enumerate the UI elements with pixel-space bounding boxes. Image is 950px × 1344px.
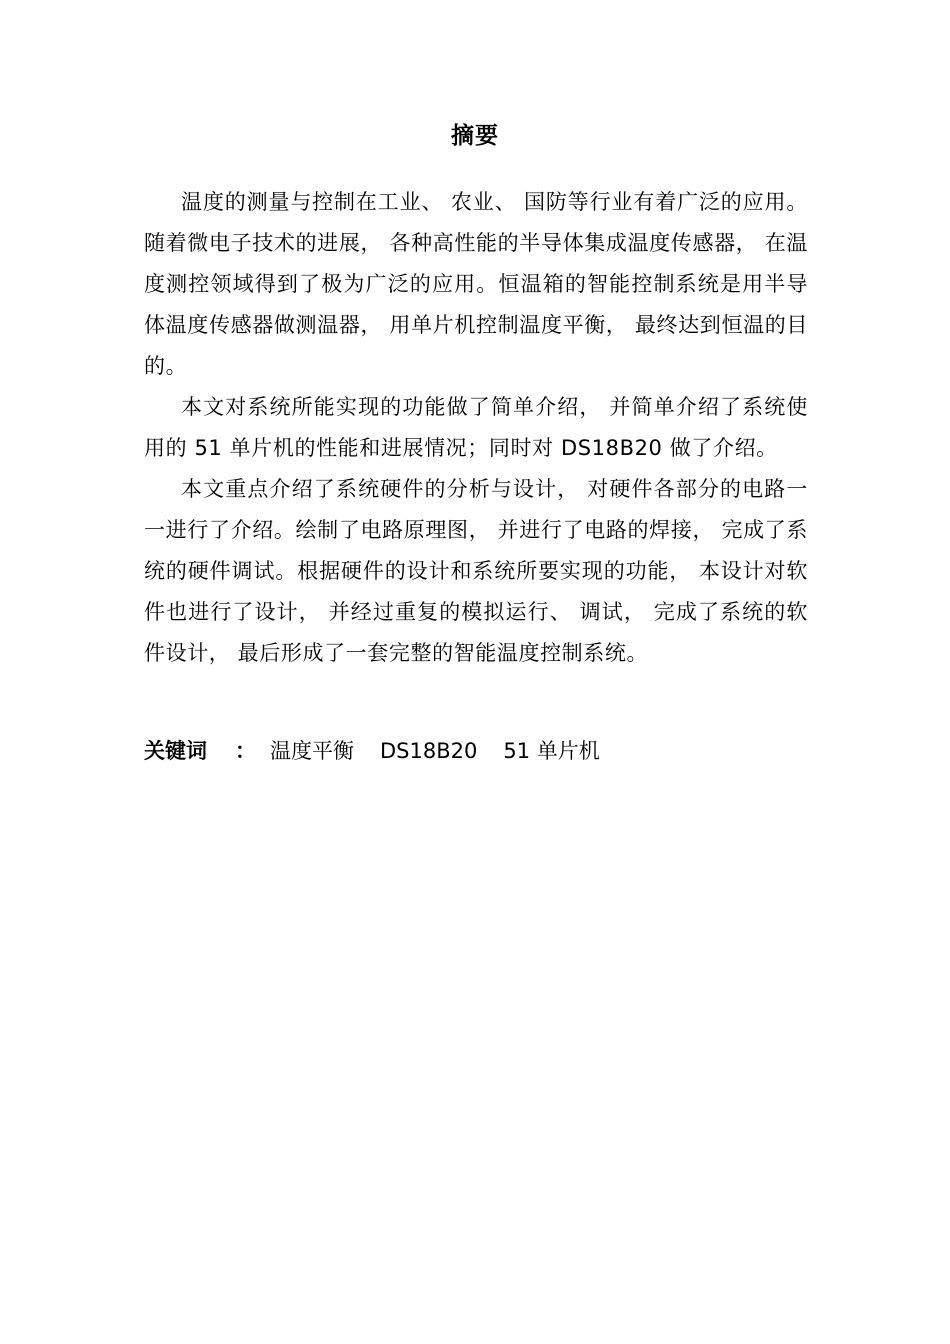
keyword-item: DS18B20 bbox=[380, 739, 478, 763]
keywords-label: 关键词 bbox=[144, 739, 207, 763]
keyword-item: 温度平衡 bbox=[270, 739, 354, 763]
abstract-paragraph-3: 本文重点介绍了系统硬件的分析与设计， 对硬件各部分的电路一一进行了介绍。绘制了电路原理图， 并进行了电路的焊接， 完成了系统的硬件调试。根据硬件的设计和系统所要实现的功能， 本设计对软件也进行了设计， 并经过重复的模拟运行、 调试， 完成了系统的软件设计， 最后形成了一套完整的智能温度控制系统。 bbox=[144, 477, 808, 665]
keyword-item: 51 单片机 bbox=[503, 739, 600, 763]
keywords-colon: ： bbox=[235, 739, 256, 763]
keywords-line bbox=[144, 731, 808, 771]
page-title: 摘要 bbox=[451, 123, 499, 149]
abstract-paragraph-2: 本文对系统所能实现的功能做了简单介绍， 并简单介绍了系统使用的 51 单片机的性能和进展情况；同时对 DS18B20 做了介绍。 bbox=[144, 395, 808, 460]
abstract-paragraph-1: 温度的测量与控制在工业、 农业、 国防等行业有着广泛的应用。随着微电子技术的进展， 各种高性能的半导体集成温度传感器， 在温度测控领域得到了极为广泛的应用。恒温箱的智能控制系统是用半导体温度传感器做测温器， 用单片机控制温度平衡， 最终达到恒温的目的。 bbox=[144, 190, 808, 378]
abstract-body bbox=[144, 182, 808, 674]
